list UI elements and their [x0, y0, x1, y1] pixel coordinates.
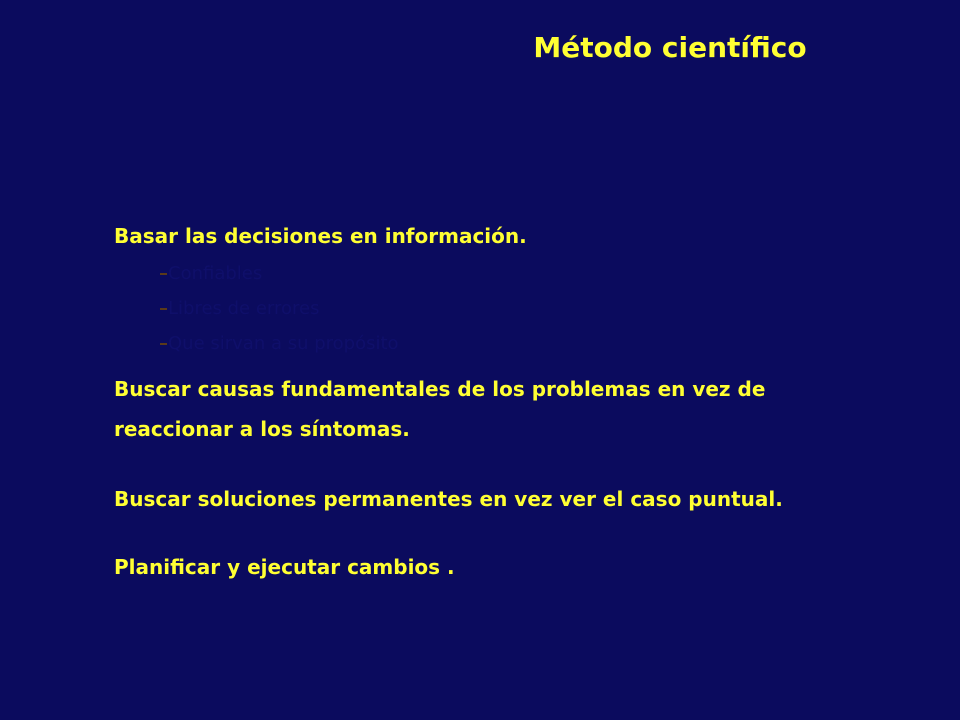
bullet-dash	[160, 273, 167, 275]
list-item	[160, 326, 934, 361]
point-root-causes-line1: Buscar causas fundamentales de los problemas en vez de	[114, 377, 766, 401]
list-item-text: Libres de errores	[168, 298, 320, 319]
list-item	[160, 291, 934, 326]
point-decisions-information: Basar las decisiones en información.	[114, 224, 527, 248]
information-criteria-list	[114, 256, 934, 361]
bullet-dash	[160, 343, 167, 345]
slide-content	[114, 216, 934, 587]
spacer	[114, 519, 934, 547]
spacer	[114, 449, 934, 479]
point-permanent-solutions: Buscar soluciones permanentes en vez ver el caso puntual.	[114, 487, 783, 511]
list-item-text: Que sirvan a su propósito	[168, 333, 399, 354]
slide-title: Método científico	[533, 31, 807, 64]
point-root-causes-line2: reaccionar a los síntomas.	[114, 417, 410, 441]
point-plan-execute: Planificar y ejecutar cambios .	[114, 555, 455, 579]
list-item-text: Confiables	[168, 263, 263, 284]
bullet-dash	[160, 308, 167, 310]
list-item	[160, 256, 934, 291]
